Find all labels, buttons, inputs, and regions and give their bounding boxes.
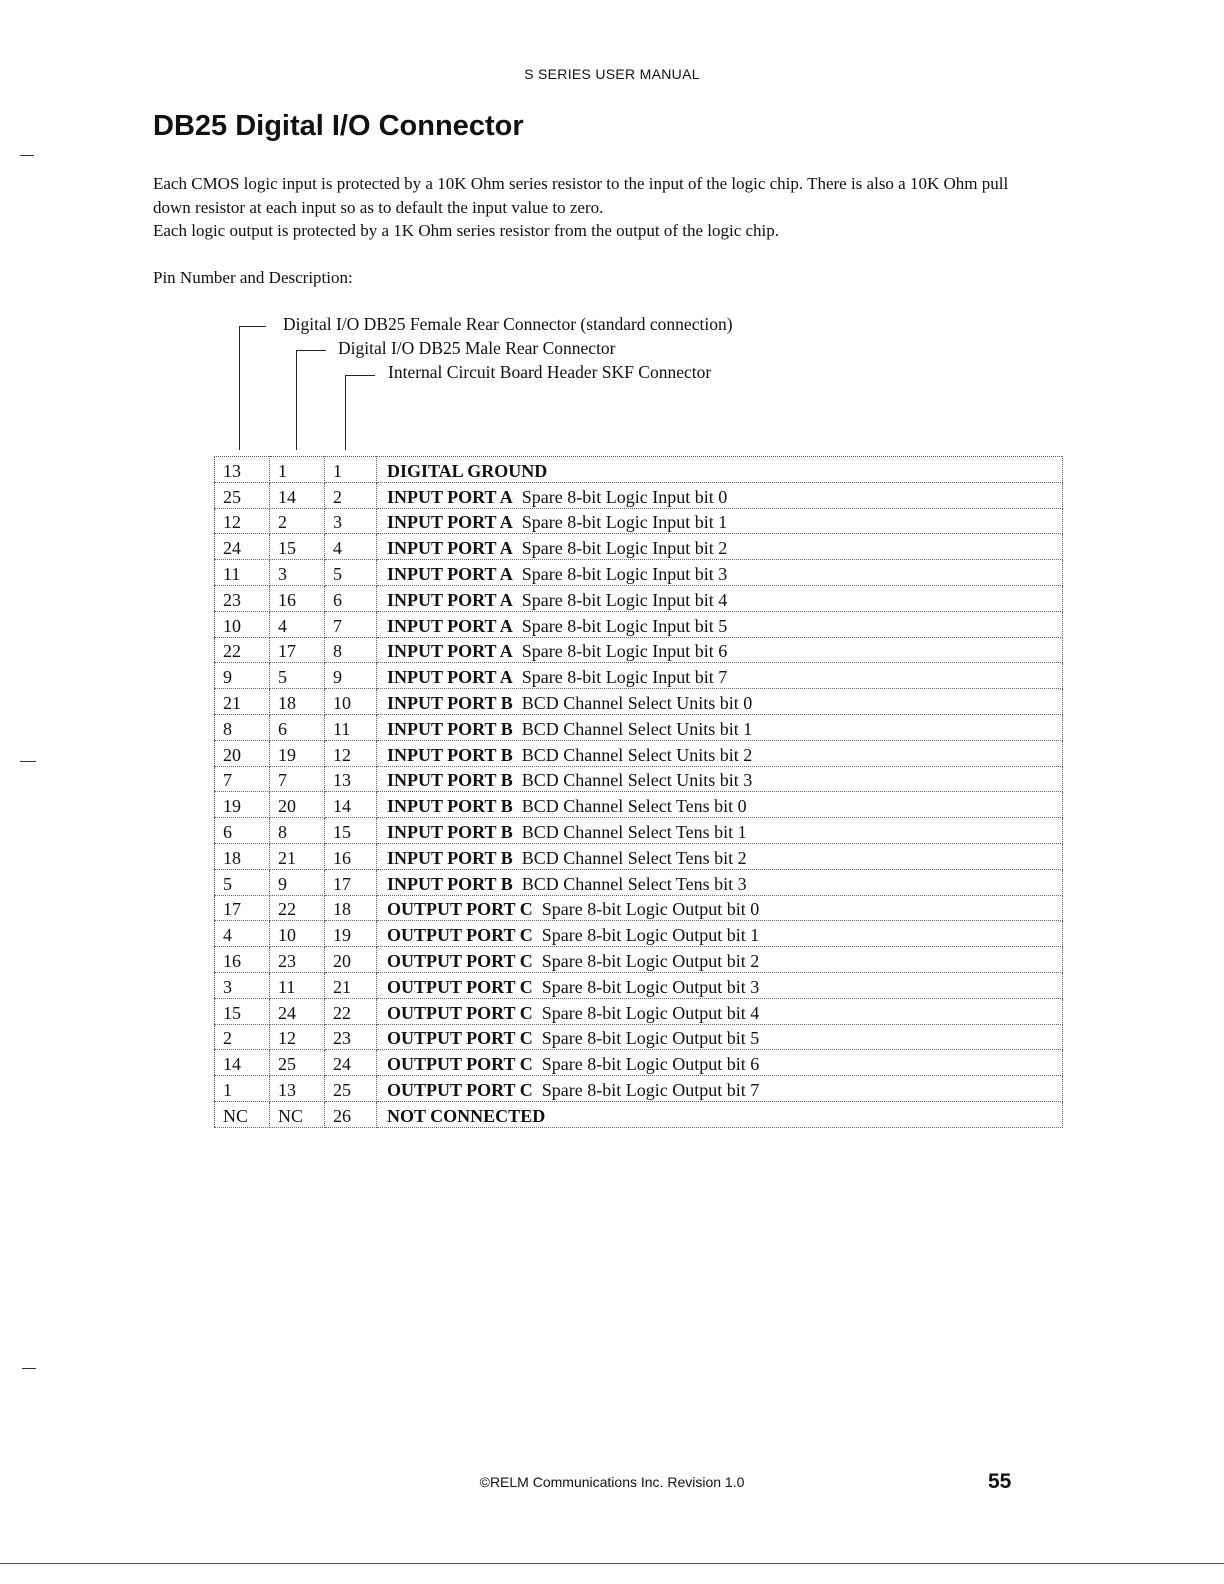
port-name: INPUT PORT B bbox=[387, 873, 513, 894]
port-name: DIGITAL GROUND bbox=[387, 460, 548, 481]
pin-header-cell: 2 bbox=[325, 482, 377, 508]
port-name: OUTPUT PORT C bbox=[387, 899, 533, 920]
pin-description-cell bbox=[377, 1024, 1063, 1050]
pin-description-cell bbox=[377, 457, 1063, 483]
pin-function: BCD Channel Select Tens bit 0 bbox=[521, 796, 747, 817]
port-name: INPUT PORT A bbox=[387, 512, 513, 533]
pin-header-cell: 20 bbox=[325, 947, 377, 973]
pin-male-cell: 22 bbox=[270, 895, 325, 921]
pin-function: Spare 8-bit Logic Output bit 4 bbox=[541, 1002, 760, 1023]
port-name: INPUT PORT B bbox=[387, 847, 513, 868]
pin-list-label: Pin Number and Description: bbox=[153, 268, 353, 287]
pin-function: Spare 8-bit Logic Input bit 5 bbox=[521, 615, 728, 636]
pin-female-cell: 2 bbox=[215, 1024, 270, 1050]
pin-header-cell: 26 bbox=[325, 1101, 377, 1127]
port-name: OUTPUT PORT C bbox=[387, 1002, 533, 1023]
pin-function: Spare 8-bit Logic Output bit 0 bbox=[541, 899, 760, 920]
pin-header-cell: 8 bbox=[325, 637, 377, 663]
port-name: OUTPUT PORT C bbox=[387, 1079, 533, 1100]
table-row bbox=[215, 457, 1063, 483]
table-row bbox=[215, 663, 1063, 689]
pin-function: Spare 8-bit Logic Input bit 7 bbox=[521, 667, 728, 688]
pin-male-cell: 3 bbox=[270, 560, 325, 586]
legend-tick-female bbox=[239, 326, 266, 327]
pin-male-cell: 23 bbox=[270, 947, 325, 973]
port-name: INPUT PORT A bbox=[387, 641, 513, 662]
pin-description-cell bbox=[377, 947, 1063, 973]
pin-function: Spare 8-bit Logic Input bit 6 bbox=[521, 641, 728, 662]
pin-function: Spare 8-bit Logic Output bit 7 bbox=[541, 1079, 760, 1100]
pin-header-cell: 11 bbox=[325, 714, 377, 740]
pin-male-cell: 18 bbox=[270, 689, 325, 715]
pin-male-cell: 12 bbox=[270, 1024, 325, 1050]
page-number: 55 bbox=[988, 1470, 1012, 1493]
pin-female-cell: 18 bbox=[215, 843, 270, 869]
pin-male-cell: 10 bbox=[270, 921, 325, 947]
pin-male-cell: 25 bbox=[270, 1050, 325, 1076]
pin-male-cell: 8 bbox=[270, 818, 325, 844]
pin-header-cell: 21 bbox=[325, 972, 377, 998]
pin-male-cell: 17 bbox=[270, 637, 325, 663]
intro-paragraph-2: Each logic output is protected by a 1K Ohm series resistor from the output of the logic chip. bbox=[153, 221, 780, 240]
pin-description-cell bbox=[377, 714, 1063, 740]
pin-male-cell: 1 bbox=[270, 457, 325, 483]
pin-female-cell: 12 bbox=[215, 508, 270, 534]
port-name: INPUT PORT B bbox=[387, 692, 513, 713]
pin-female-cell: 25 bbox=[215, 482, 270, 508]
pin-description-cell bbox=[377, 689, 1063, 715]
table-row bbox=[215, 1024, 1063, 1050]
running-header: S SERIES USER MANUAL bbox=[524, 66, 700, 82]
table-row bbox=[215, 818, 1063, 844]
pin-function: Spare 8-bit Logic Input bit 4 bbox=[521, 589, 728, 610]
port-name: OUTPUT PORT C bbox=[387, 1028, 533, 1049]
port-name: INPUT PORT A bbox=[387, 538, 513, 559]
scan-mark bbox=[20, 761, 36, 762]
pin-female-cell: 3 bbox=[215, 972, 270, 998]
pin-rows bbox=[215, 457, 1063, 1128]
table-row bbox=[215, 585, 1063, 611]
port-name: OUTPUT PORT C bbox=[387, 1054, 533, 1075]
pin-female-cell: 20 bbox=[215, 740, 270, 766]
pin-function: Spare 8-bit Logic Output bit 2 bbox=[541, 950, 760, 971]
port-name: INPUT PORT A bbox=[387, 563, 513, 584]
pin-function: BCD Channel Select Tens bit 3 bbox=[521, 873, 747, 894]
pin-description-cell bbox=[377, 637, 1063, 663]
port-name: INPUT PORT A bbox=[387, 615, 513, 636]
table-row bbox=[215, 482, 1063, 508]
intro-text bbox=[153, 172, 1033, 243]
pin-female-cell: 19 bbox=[215, 792, 270, 818]
table-row bbox=[215, 637, 1063, 663]
intro-paragraph-1: Each CMOS logic input is protected by a 10K Ohm series resistor to the input of the logic chip. There is also a 10K Ohm pull down resistor at each input so as to default the input value to zero. bbox=[153, 174, 1009, 217]
port-name: INPUT PORT B bbox=[387, 796, 513, 817]
pin-description-cell bbox=[377, 585, 1063, 611]
pin-function: Spare 8-bit Logic Input bit 3 bbox=[521, 563, 728, 584]
pin-description-cell bbox=[377, 1076, 1063, 1102]
table-row bbox=[215, 998, 1063, 1024]
pin-function: BCD Channel Select Units bit 2 bbox=[521, 744, 753, 765]
pin-function: BCD Channel Select Tens bit 1 bbox=[521, 821, 747, 842]
table-row bbox=[215, 611, 1063, 637]
pin-header-cell: 1 bbox=[325, 457, 377, 483]
pin-function: BCD Channel Select Units bit 0 bbox=[521, 692, 753, 713]
pin-description-cell bbox=[377, 843, 1063, 869]
port-name: NOT CONNECTED bbox=[387, 1105, 546, 1126]
pin-female-cell: 15 bbox=[215, 998, 270, 1024]
pin-male-cell: 16 bbox=[270, 585, 325, 611]
pin-female-cell: 5 bbox=[215, 869, 270, 895]
pin-description-cell bbox=[377, 611, 1063, 637]
legend-bracket-male bbox=[296, 350, 297, 450]
pin-female-cell: 22 bbox=[215, 637, 270, 663]
pin-description-cell bbox=[377, 508, 1063, 534]
table-row bbox=[215, 689, 1063, 715]
pin-header-cell: 14 bbox=[325, 792, 377, 818]
pin-header-cell: 16 bbox=[325, 843, 377, 869]
table-row bbox=[215, 792, 1063, 818]
pin-male-cell: 21 bbox=[270, 843, 325, 869]
table-row bbox=[215, 766, 1063, 792]
port-name: INPUT PORT B bbox=[387, 744, 513, 765]
pin-female-cell: 16 bbox=[215, 947, 270, 973]
table-row bbox=[215, 714, 1063, 740]
pin-function: Spare 8-bit Logic Output bit 3 bbox=[541, 976, 760, 997]
footer-copyright: ©RELM Communications Inc. Revision 1.0 bbox=[479, 1474, 745, 1490]
pin-header-cell: 4 bbox=[325, 534, 377, 560]
pin-male-cell: 24 bbox=[270, 998, 325, 1024]
pin-description-cell bbox=[377, 792, 1063, 818]
pin-male-cell: 9 bbox=[270, 869, 325, 895]
pin-header-cell: 7 bbox=[325, 611, 377, 637]
pin-description-cell bbox=[377, 1101, 1063, 1127]
port-name: INPUT PORT A bbox=[387, 667, 513, 688]
table-row bbox=[215, 740, 1063, 766]
pin-header-cell: 10 bbox=[325, 689, 377, 715]
table-row bbox=[215, 1076, 1063, 1102]
pin-description-cell bbox=[377, 921, 1063, 947]
legend-female-connector: Digital I/O DB25 Female Rear Connector (standard connection) bbox=[283, 314, 733, 334]
pin-female-cell: 10 bbox=[215, 611, 270, 637]
table-row bbox=[215, 869, 1063, 895]
pin-description-cell bbox=[377, 895, 1063, 921]
pin-function: Spare 8-bit Logic Output bit 6 bbox=[541, 1054, 760, 1075]
pin-header-cell: 15 bbox=[325, 818, 377, 844]
pin-header-cell: 19 bbox=[325, 921, 377, 947]
pin-female-cell: 24 bbox=[215, 534, 270, 560]
pin-function: Spare 8-bit Logic Input bit 1 bbox=[521, 512, 728, 533]
pin-header-cell: 18 bbox=[325, 895, 377, 921]
table-row bbox=[215, 560, 1063, 586]
port-name: INPUT PORT B bbox=[387, 718, 513, 739]
pin-male-cell: 6 bbox=[270, 714, 325, 740]
legend-tick-header bbox=[345, 375, 375, 376]
port-name: OUTPUT PORT C bbox=[387, 925, 533, 946]
table-row bbox=[215, 508, 1063, 534]
pin-male-cell: 13 bbox=[270, 1076, 325, 1102]
pin-header-cell: 5 bbox=[325, 560, 377, 586]
pin-male-cell: 7 bbox=[270, 766, 325, 792]
pin-description-cell bbox=[377, 740, 1063, 766]
port-name: INPUT PORT A bbox=[387, 589, 513, 610]
pin-description-cell bbox=[377, 998, 1063, 1024]
pin-female-cell: NC bbox=[215, 1101, 270, 1127]
legend-tick-male bbox=[296, 350, 326, 351]
port-name: INPUT PORT A bbox=[387, 486, 513, 507]
scan-mark bbox=[22, 1368, 36, 1369]
pin-description-cell bbox=[377, 663, 1063, 689]
pin-male-cell: 2 bbox=[270, 508, 325, 534]
legend-bracket-female bbox=[239, 326, 240, 450]
table-row bbox=[215, 921, 1063, 947]
pin-header-cell: 6 bbox=[325, 585, 377, 611]
pin-function: BCD Channel Select Tens bit 2 bbox=[521, 847, 747, 868]
pin-header-cell: 3 bbox=[325, 508, 377, 534]
pin-female-cell: 13 bbox=[215, 457, 270, 483]
pin-male-cell: 15 bbox=[270, 534, 325, 560]
port-name: OUTPUT PORT C bbox=[387, 950, 533, 971]
pin-male-cell: 4 bbox=[270, 611, 325, 637]
pin-female-cell: 21 bbox=[215, 689, 270, 715]
pin-male-cell: 5 bbox=[270, 663, 325, 689]
pin-function: Spare 8-bit Logic Input bit 0 bbox=[521, 486, 728, 507]
pin-header-cell: 9 bbox=[325, 663, 377, 689]
port-name: INPUT PORT B bbox=[387, 770, 513, 791]
pin-female-cell: 7 bbox=[215, 766, 270, 792]
pin-female-cell: 6 bbox=[215, 818, 270, 844]
pin-description-cell bbox=[377, 818, 1063, 844]
pin-description-cell bbox=[377, 972, 1063, 998]
pin-female-cell: 8 bbox=[215, 714, 270, 740]
pin-female-cell: 4 bbox=[215, 921, 270, 947]
pin-description-cell bbox=[377, 482, 1063, 508]
pin-function: Spare 8-bit Logic Output bit 1 bbox=[541, 925, 760, 946]
pin-header-cell: 22 bbox=[325, 998, 377, 1024]
pin-header-cell: 25 bbox=[325, 1076, 377, 1102]
pin-female-cell: 1 bbox=[215, 1076, 270, 1102]
pin-description-cell bbox=[377, 534, 1063, 560]
pin-description-cell bbox=[377, 1050, 1063, 1076]
port-name: INPUT PORT B bbox=[387, 821, 513, 842]
table-row bbox=[215, 843, 1063, 869]
pin-assignment-table bbox=[214, 456, 1063, 1128]
legend-male-connector: Digital I/O DB25 Male Rear Connector bbox=[338, 338, 616, 358]
pin-header-cell: 24 bbox=[325, 1050, 377, 1076]
page-bottom-rule bbox=[0, 1563, 1224, 1564]
pin-function: BCD Channel Select Units bit 1 bbox=[521, 718, 753, 739]
pin-male-cell: 14 bbox=[270, 482, 325, 508]
pin-female-cell: 9 bbox=[215, 663, 270, 689]
pin-female-cell: 14 bbox=[215, 1050, 270, 1076]
pin-female-cell: 11 bbox=[215, 560, 270, 586]
table-row bbox=[215, 947, 1063, 973]
table-row bbox=[215, 972, 1063, 998]
table-row bbox=[215, 534, 1063, 560]
pin-female-cell: 23 bbox=[215, 585, 270, 611]
pin-description-cell bbox=[377, 766, 1063, 792]
pin-male-cell: 20 bbox=[270, 792, 325, 818]
pin-male-cell: 11 bbox=[270, 972, 325, 998]
pin-description-cell bbox=[377, 869, 1063, 895]
scan-mark bbox=[20, 155, 34, 156]
table-row bbox=[215, 895, 1063, 921]
legend-bracket-header bbox=[345, 375, 346, 450]
pin-female-cell: 17 bbox=[215, 895, 270, 921]
table-row bbox=[215, 1101, 1063, 1127]
pin-header-cell: 17 bbox=[325, 869, 377, 895]
pin-function: BCD Channel Select Units bit 3 bbox=[521, 770, 753, 791]
pin-function: Spare 8-bit Logic Input bit 2 bbox=[521, 538, 728, 559]
pin-function: Spare 8-bit Logic Output bit 5 bbox=[541, 1028, 760, 1049]
pin-description-cell bbox=[377, 560, 1063, 586]
pin-header-cell: 13 bbox=[325, 766, 377, 792]
page-title: DB25 Digital I/O Connector bbox=[153, 110, 524, 142]
port-name: OUTPUT PORT C bbox=[387, 976, 533, 997]
pin-male-cell: NC bbox=[270, 1101, 325, 1127]
pin-male-cell: 19 bbox=[270, 740, 325, 766]
legend-header-connector: Internal Circuit Board Header SKF Connector bbox=[388, 362, 712, 382]
table-row bbox=[215, 1050, 1063, 1076]
pin-header-cell: 12 bbox=[325, 740, 377, 766]
pin-header-cell: 23 bbox=[325, 1024, 377, 1050]
